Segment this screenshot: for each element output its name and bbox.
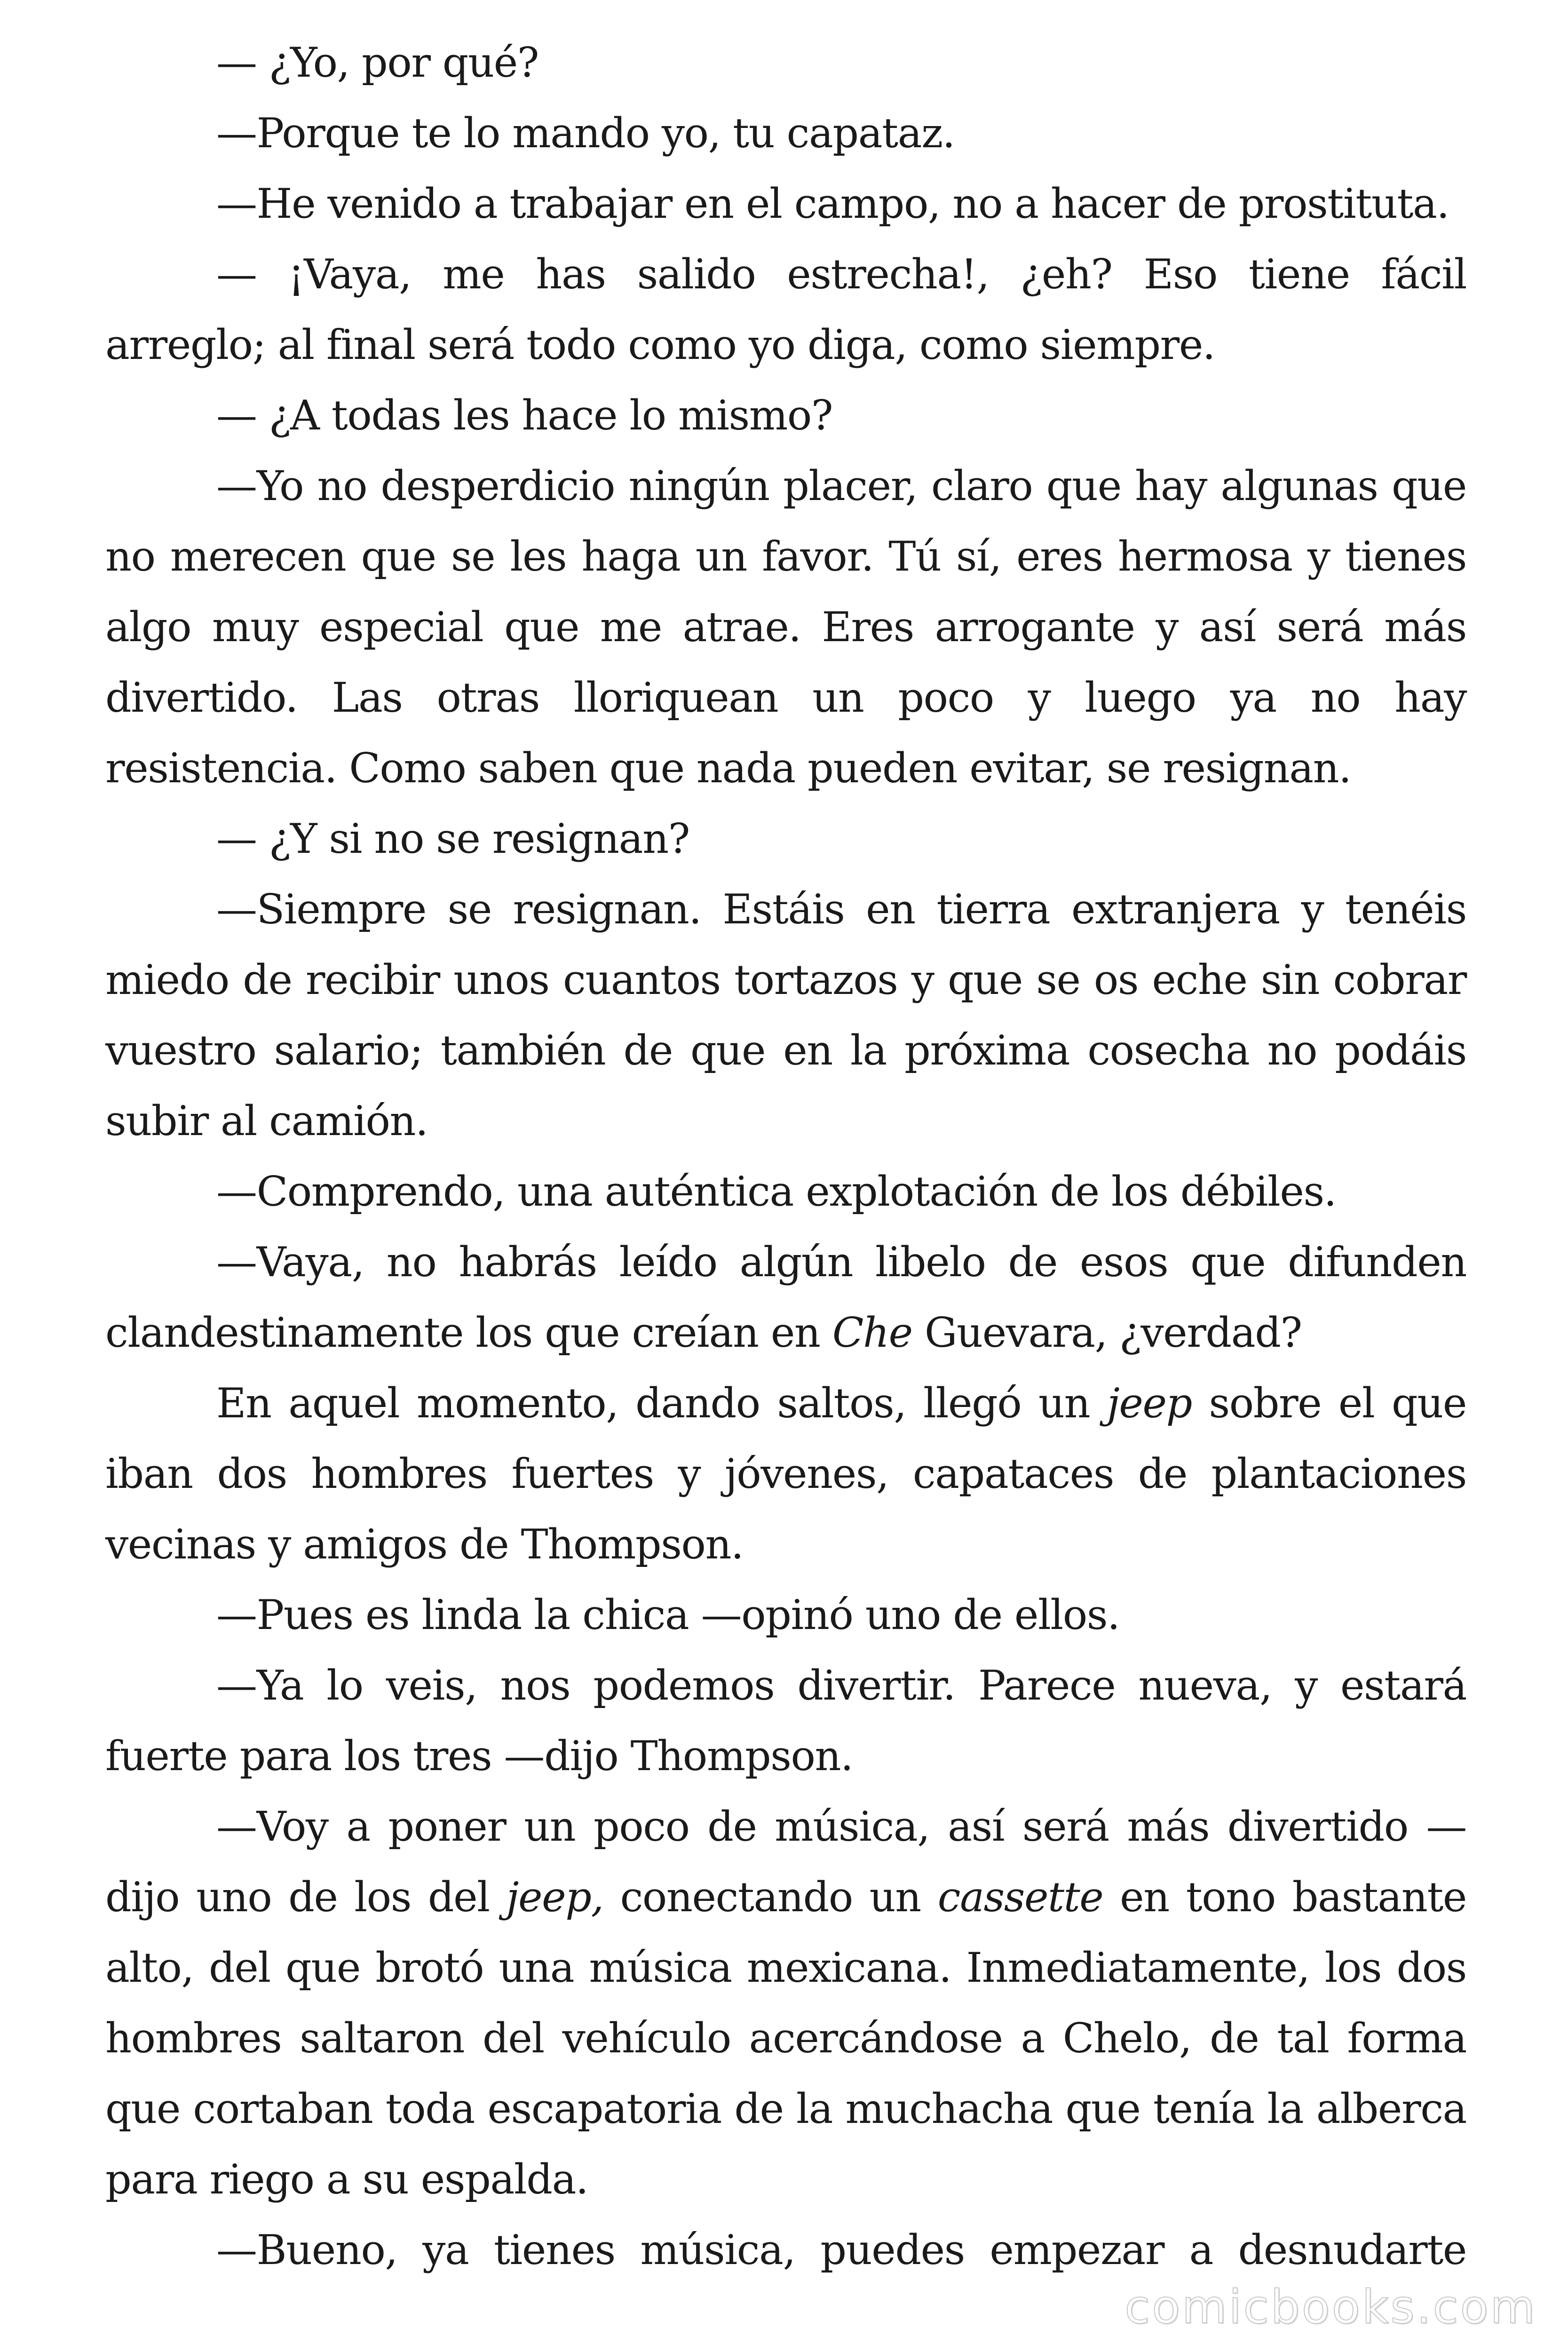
paragraph-11 <box>105 1368 1466 1580</box>
text-run: — ¿Y si no se resignan? <box>216 815 689 863</box>
italic-text-run: jeep <box>1107 1379 1192 1427</box>
paragraph-7 <box>105 803 1466 874</box>
paragraph-12 <box>105 1580 1466 1650</box>
text-run: —Porque te lo mando yo, tu capataz. <box>216 109 955 157</box>
text-column <box>105 27 1466 2285</box>
text-run: —Comprendo, una auténtica explotación de los débiles. <box>216 1168 1336 1216</box>
watermark-logo: comicbooks.com <box>1125 2280 1537 2334</box>
paragraph-9 <box>105 1156 1466 1227</box>
text-run: —Pues es linda la chica —opinó uno de ellos. <box>216 1591 1120 1639</box>
paragraph-6 <box>105 451 1466 803</box>
paragraph-4 <box>105 239 1466 380</box>
text-run: —He venido a trabajar en el campo, no a hacer de prostituta. <box>216 180 1449 228</box>
italic-text-run: Che <box>832 1309 912 1357</box>
text-run: —Siempre se resignan. Estáis en tierra extranjera y tenéis miedo de recibir unos cuantos tortazos y que se os eche sin cobrar vuestro salario; también de que en la próxima cosecha no podáis subir al camión. <box>105 885 1466 1145</box>
paragraph-5 <box>105 380 1466 451</box>
text-run: Guevara, ¿verdad? <box>912 1309 1302 1357</box>
paragraph-13 <box>105 1650 1466 1791</box>
paragraph-15 <box>105 2215 1466 2285</box>
paragraph-14 <box>105 1791 1466 2215</box>
text-run: sobre el que iban dos hombres fuertes y jóvenes, capataces de plantaciones vecinas y amigos de Thompson. <box>105 1379 1466 1568</box>
text-run: —Bueno, ya tienes música, puedes empezar a desnudarte <box>216 2226 1466 2274</box>
italic-text-run: jeep, <box>506 1873 603 1921</box>
text-run: —Vaya, no habrás leído algún libelo de esos que difunden clandestinamente los que creían en <box>105 1238 1466 1357</box>
paragraph-8 <box>105 874 1466 1156</box>
text-run: En aquel momento, dando saltos, llegó un <box>216 1379 1107 1427</box>
paragraph-2 <box>105 98 1466 168</box>
paragraph-1 <box>105 27 1466 98</box>
paragraph-3 <box>105 168 1466 239</box>
text-run: conectando un <box>603 1873 938 1921</box>
text-run: — ¿A todas les hace lo mismo? <box>216 391 833 439</box>
paragraph-10 <box>105 1227 1466 1368</box>
text-run: — ¿Yo, por qué? <box>216 39 539 87</box>
text-run: —Voy a poner un poco de música, así será más divertido —dijo uno de los del <box>105 1803 1466 1921</box>
italic-text-run: cassette <box>937 1873 1103 1921</box>
text-run: — ¡Vaya, me has salido estrecha!, ¿eh? Eso tiene fácil arreglo; al final será todo como yo diga, como siempre. <box>105 250 1466 369</box>
text-run: —Yo no desperdicio ningún placer, claro que hay algunas que no merecen que se les haga un favor. Tú sí, eres hermosa y tienes algo muy especial que me atrae. Eres arrogante y así será más divertido. Las otras lloriquean un poco y luego ya no hay resistencia. Como saben que nada pueden evitar, se resignan. <box>105 462 1466 792</box>
text-run: en tono bastante alto, del que brotó una música mexicana. Inmediatamente, los dos hombres saltaron del vehículo acercándose a Chelo, de tal forma que cortaban toda escapatoria de la muchacha que tenía la alberca para riego a su espalda. <box>105 1873 1467 2203</box>
text-run: —Ya lo veis, nos podemos divertir. Parece nueva, y estará fuerte para los tres —dijo Thompson. <box>105 1661 1466 1780</box>
